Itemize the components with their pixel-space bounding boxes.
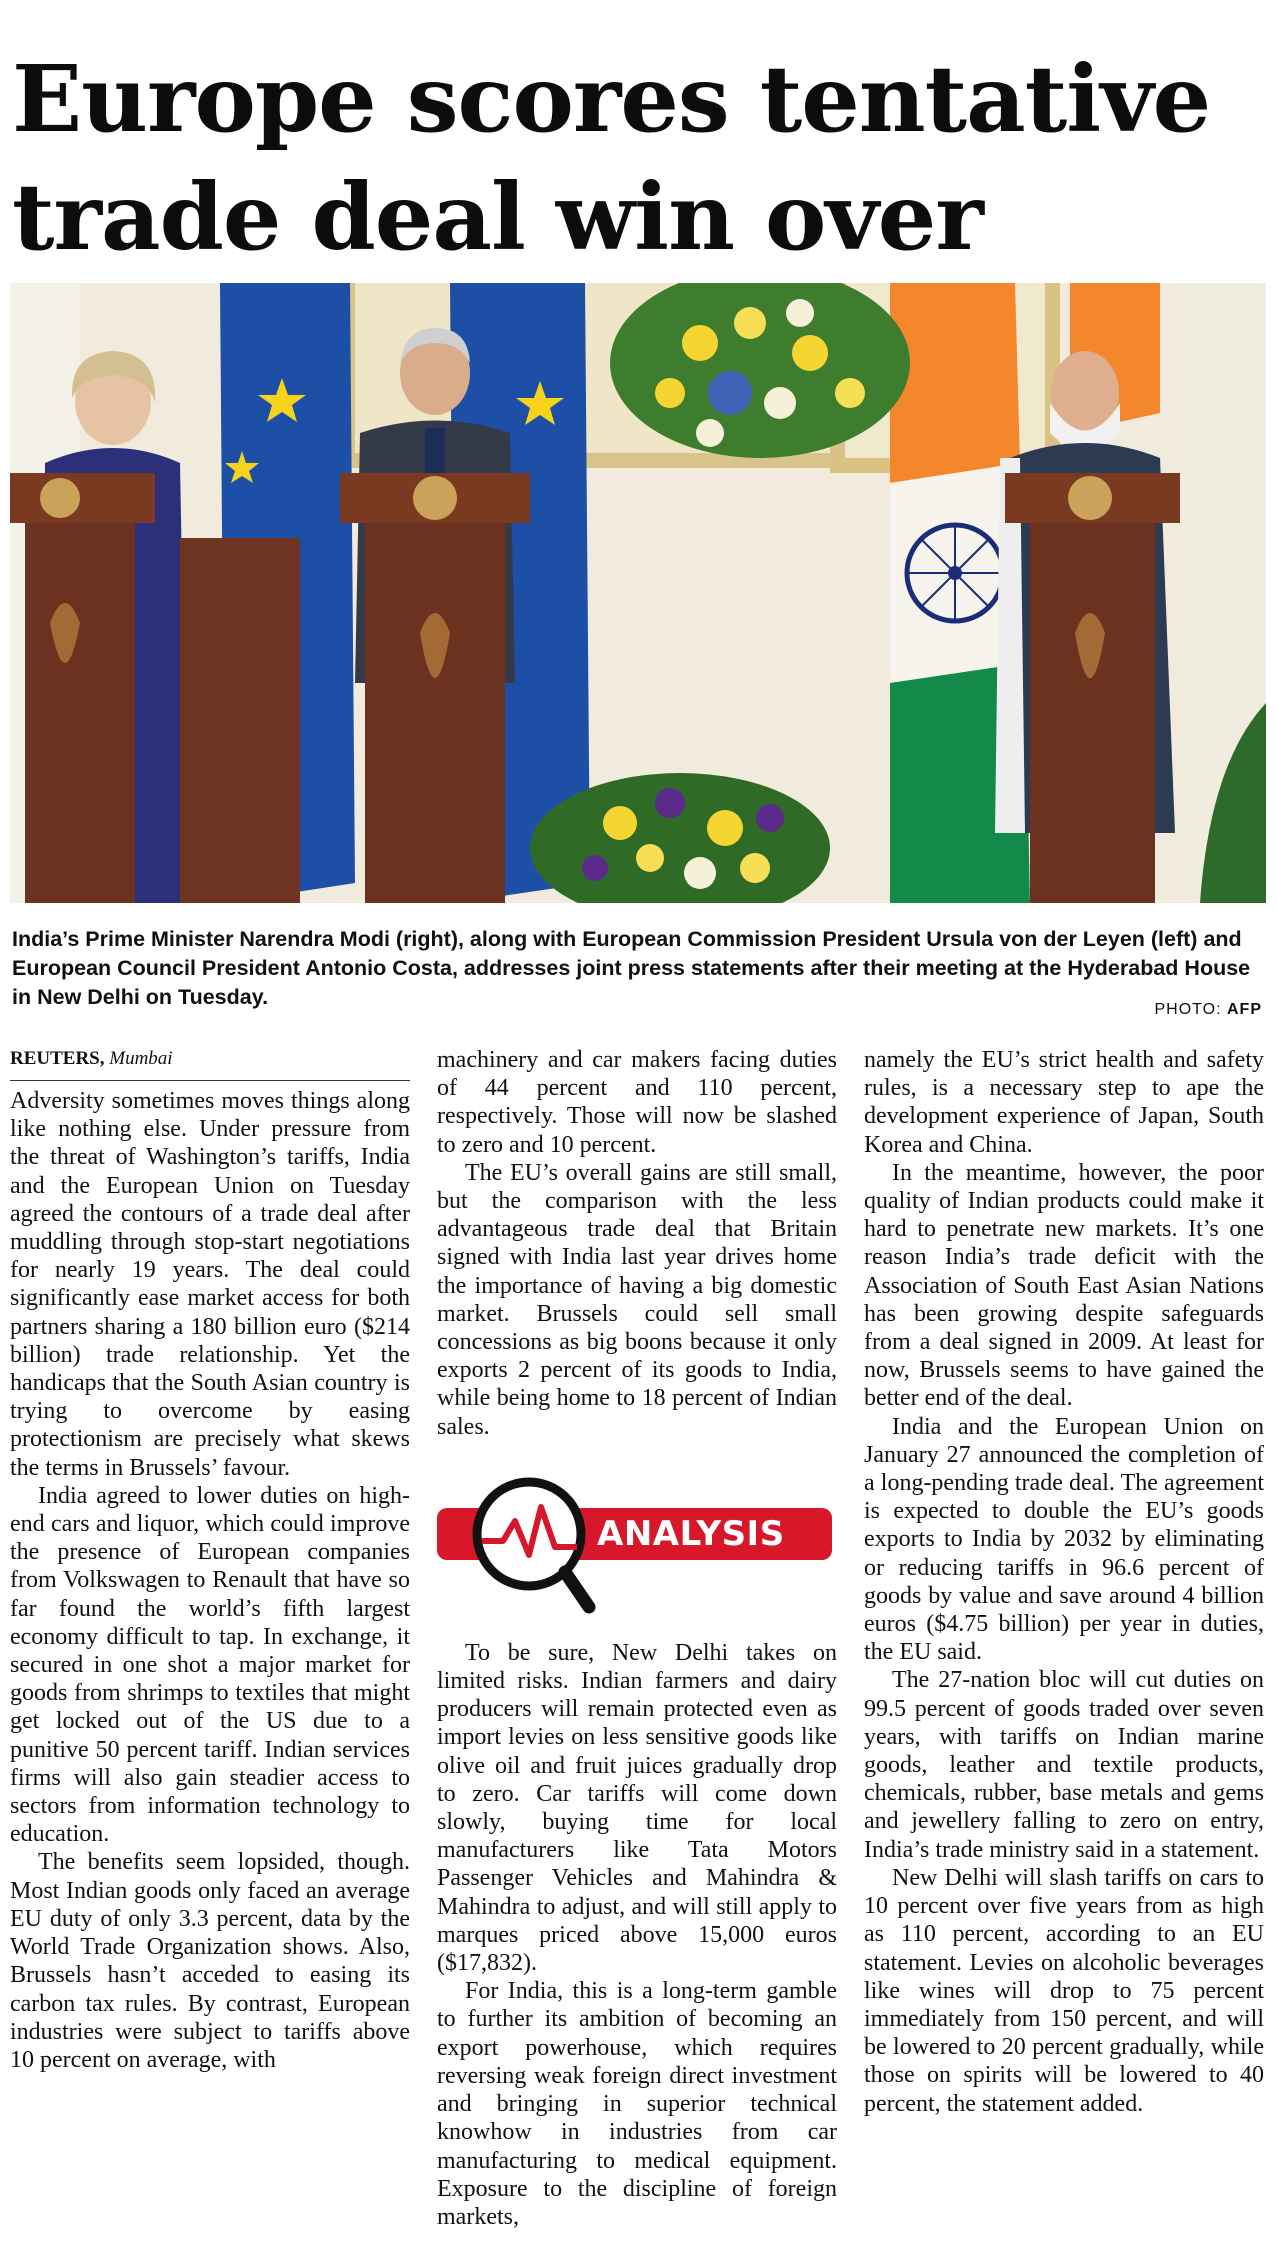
- article-paragraph: In the meantime, however, the poor quality of Indian products could make it hard to penetrate new markets. It’s one reason India’s trade deficit with the Association of South East Asian Nations has been growing despite safeguards from a deal signed in 2009. At least for now, Brussels seems to have gained the better end of the deal.: [864, 1159, 1264, 1412]
- article-paragraph: machinery and car makers facing duties of 44 percent and 110 percent, respectively. Those will now be slashed to zero and 10 percent.: [437, 1047, 837, 1158]
- article-paragraph: Adversity sometimes moves things along like nothing else. Under pressure from the threat of Washington’s tariffs, India and the European Union on Tuesday agreed the contours of a trade deal after muddling through stop-start negotiations for nearly 19 years. The deal could significantly ease market access for both partners sharing a 180 billion euro ($214 billion) trade relationship. Yet the handicaps that the South Asian country is trying to overcome by easing protectionism are precisely what skews the terms in Brussels’ favour.: [10, 1088, 410, 1481]
- article-paragraph: India agreed to lower duties on high-end cars and liquor, which could improve the presence of European companies from Volkswagen to Renault that have so far found the world’s fifth largest economy difficult to tap. In exchange, it secured in one shot a major market for goods from shrimps to textiles that might get locked out of the US due to a punitive 50 percent tariff. Indian services firms will also gain steadier access to sectors from information technology to education.: [10, 1482, 410, 1848]
- article-paragraph: For India, this is a long-term gamble to further its ambition of becoming an export powerhouse, which requires reversing weak foreign direct investment and bringing in superior technical knowhow in industries from car manufacturing to medical equipment. Exposure to the discipline of foreign markets,: [437, 1978, 837, 2230]
- photo-credit-source: AFP: [1227, 1001, 1262, 1018]
- article-paragraph: The benefits seem lopsided, though. Most Indian goods only faced an average EU duty of only 3.3 percent, data by the World Trade Organization shows. Also, Brussels hasn’t acceded to easing its carbon tax rules. By contrast, European industries were subject to tariffs above 10 percent on average, with: [10, 1849, 410, 2073]
- podium-right: [1005, 473, 1180, 903]
- article-column-2: [437, 1046, 837, 2231]
- article-paragraph: namely the EU’s strict health and safety rules, is a necessary step to ape the development experience of Japan, South Korea and China.: [864, 1047, 1264, 1158]
- headline: Europe scores tentative trade deal win over: [12, 45, 1211, 271]
- press-conference-photo: [10, 283, 1266, 903]
- article-paragraph: The EU’s overall gains are still small, but the comparison with the less advantageous trade deal that Britain signed with India last year drives home the importance of having a big domestic market. Brussels could sell small concessions as big boons because it only exports 2 percent of its goods to India, while being home to 18 percent of Indian sales.: [437, 1159, 837, 1440]
- analysis-banner: [437, 1455, 837, 1625]
- article-column-1: [10, 1046, 410, 2074]
- article-paragraph: India and the European Union on January 27 announced the completion of a long-pending trade deal. The agreement is expected to double the EU’s goods exports to India by 2032 by eliminating or reducing tariffs in 96.6 percent of goods by value and save around 4 billion euros ($4.75 billion) per year in duties, the EU said.: [864, 1413, 1264, 1666]
- article-paragraph: New Delhi will slash tariffs on cars to 10 percent over five years from as high as 110 percent, according to an EU statement. Levies on alcoholic beverages like wines will drop to 75 percent immediately from 150 percent, and will be lowered to 20 percent gradually, while those on spirits will be lowered to 40 percent, the statement added.: [864, 1864, 1264, 2117]
- byline-agency: REUTERS,: [10, 1048, 105, 1069]
- article-column-3: [864, 1046, 1264, 2118]
- analysis-label: ANALYSIS: [597, 1513, 785, 1554]
- photo-credit: [1155, 1001, 1263, 1019]
- photo-credit-label: PHOTO:: [1154, 1001, 1222, 1018]
- byline-place: Mumbai: [109, 1048, 173, 1069]
- article-paragraph: To be sure, New Delhi takes on limited risks. Indian farmers and dairy producers will remain protected even as import levies on less sensitive goods like olive oil and fruit juices gradually drop to zero. Car tariffs will come down slowly, buying time for local manufacturers like Tata Motors Passenger Vehicles and Mahindra & Mahindra to adjust, and will still apply to marques priced above 15,000 euros ($17,832).: [437, 1639, 837, 1977]
- podium-center: [340, 473, 530, 903]
- podium-left: [10, 473, 155, 903]
- article-paragraph: The 27-nation bloc will cut duties on 99.5 percent of goods traded over seven years, with tariffs on Indian marine goods, leather and textile products, chemicals, rubber, base metals and gems and jewellery falling to zero on entry, India’s trade ministry said in a statement.: [864, 1667, 1264, 1863]
- photo-caption: India’s Prime Minister Narendra Modi (right), along with European Commission President Ursula von der Leyen (left) and European Council President Antonio Costa, addresses joint press statements after their meeting at the Hyderabad House in New Delhi on Tuesday.: [12, 927, 1251, 1009]
- side-table: [180, 538, 300, 903]
- byline: [10, 1046, 410, 1081]
